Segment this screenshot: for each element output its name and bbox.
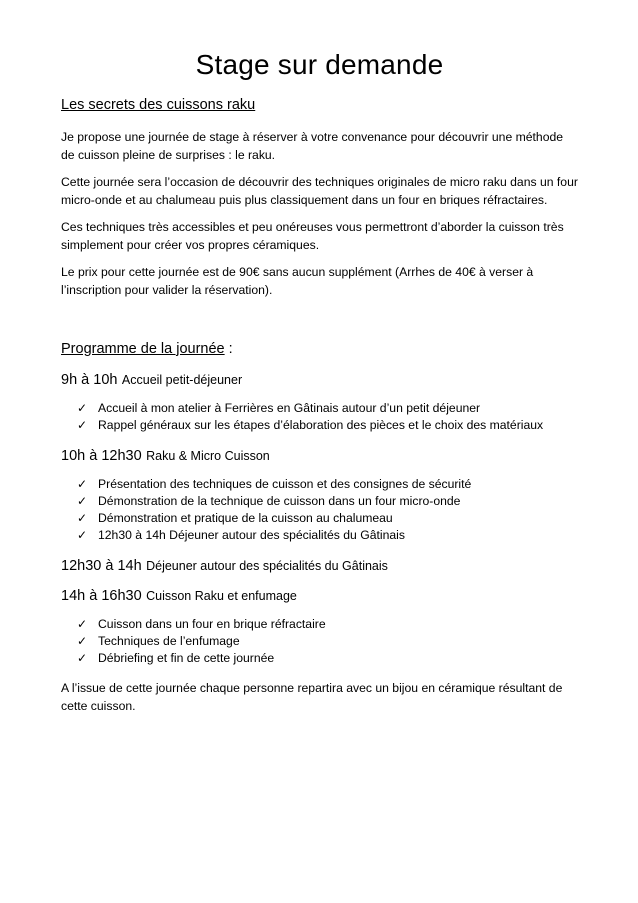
closing-paragraph: A l’issue de cette journée chaque personne repartira avec un bijou en céramique résultant de cette cuisson.: [61, 681, 563, 713]
techniques-paragraph: Ces techniques très accessibles et peu onéreuses vous permettront d’aborder la cuisson très simplement pour créer vos propres céramiques.: [61, 220, 564, 252]
list-item: [77, 417, 578, 434]
section-spacer: [61, 308, 578, 340]
price-paragraph: Le prix pour cette journée est de 90€ sans aucun supplément (Arrhes de 40€ à verser à l’inscription pour valider la réservation).: [61, 265, 534, 297]
list-item: [77, 400, 578, 417]
time-slot-time: 14h à 16h30: [61, 588, 142, 604]
list-item: [77, 476, 578, 493]
checkmark-icon: ✓: [77, 617, 88, 631]
page-title: Stage sur demande: [195, 49, 444, 80]
list-item: [77, 633, 578, 650]
checkmark-icon: ✓: [77, 401, 88, 415]
list-item: [77, 527, 578, 544]
checkmark-icon: ✓: [77, 418, 88, 432]
document-subtitle: Les secrets des cuissons raku: [61, 97, 256, 113]
list-item-text: 12h30 à 14h Déjeuner autour des spécialités du Gâtinais: [98, 528, 405, 542]
time-slot-time: 10h à 12h30: [61, 448, 142, 464]
checkmark-icon: ✓: [77, 511, 88, 525]
activity-list: [61, 616, 578, 667]
list-item: [77, 650, 578, 667]
checkmark-icon: ✓: [77, 634, 88, 648]
list-item-text: Cuisson dans un four en brique réfractaire: [98, 617, 326, 631]
time-slot-heading: [61, 446, 578, 466]
time-slot-heading: [61, 370, 578, 390]
program-title: Programme de la journée: [61, 341, 225, 357]
program-heading: [61, 340, 578, 358]
list-item-text: Débriefing et fin de cette journée: [98, 651, 275, 665]
list-item: [77, 616, 578, 633]
description-paragraph: Cette journée sera l’occasion de découvrir des techniques originales de micro raku dans un four micro-onde et au chalumeau puis plus classiquement dans un four en briques réfractaires.: [61, 175, 578, 207]
intro-paragraph: Je propose une journée de stage à réserver à votre convenance pour découvrir une méthode de cuisson pleine de surprises : le raku.: [61, 130, 564, 162]
time-slot-label: Accueil petit-déjeuner: [121, 373, 243, 387]
checkmark-icon: ✓: [77, 528, 88, 542]
time-slot-label: Déjeuner autour des spécialités du Gâtinais: [146, 559, 388, 573]
program-schedule: [61, 370, 578, 667]
activity-list: [61, 476, 578, 544]
list-item-text: Présentation des techniques de cuisson et des consignes de sécurité: [98, 477, 472, 491]
list-item-text: Techniques de l’enfumage: [98, 634, 240, 648]
checkmark-icon: ✓: [77, 651, 88, 665]
time-slot-label: Cuisson Raku et enfumage: [146, 589, 297, 603]
time-slot-time: 9h à 10h: [61, 372, 118, 388]
program-title-suffix: :: [224, 341, 233, 357]
time-slot-heading: [61, 586, 578, 606]
time-slot-heading: [61, 556, 578, 576]
time-slot-label: Raku & Micro Cuisson: [146, 449, 270, 463]
checkmark-icon: ✓: [77, 494, 88, 508]
list-item: [77, 510, 578, 527]
checkmark-icon: ✓: [77, 477, 88, 491]
list-item-text: Démonstration de la technique de cuisson dans un four micro-onde: [98, 494, 461, 508]
list-item: [77, 493, 578, 510]
time-slot-time: 12h30 à 14h: [61, 558, 142, 574]
list-item-text: Accueil à mon atelier à Ferrières en Gâtinais autour d’un petit déjeuner: [98, 401, 481, 415]
list-item-text: Démonstration et pratique de la cuisson au chalumeau: [98, 511, 393, 525]
activity-list: [61, 400, 578, 434]
list-item-text: Rappel généraux sur les étapes d’élaboration des pièces et le choix des matériaux: [98, 418, 544, 432]
